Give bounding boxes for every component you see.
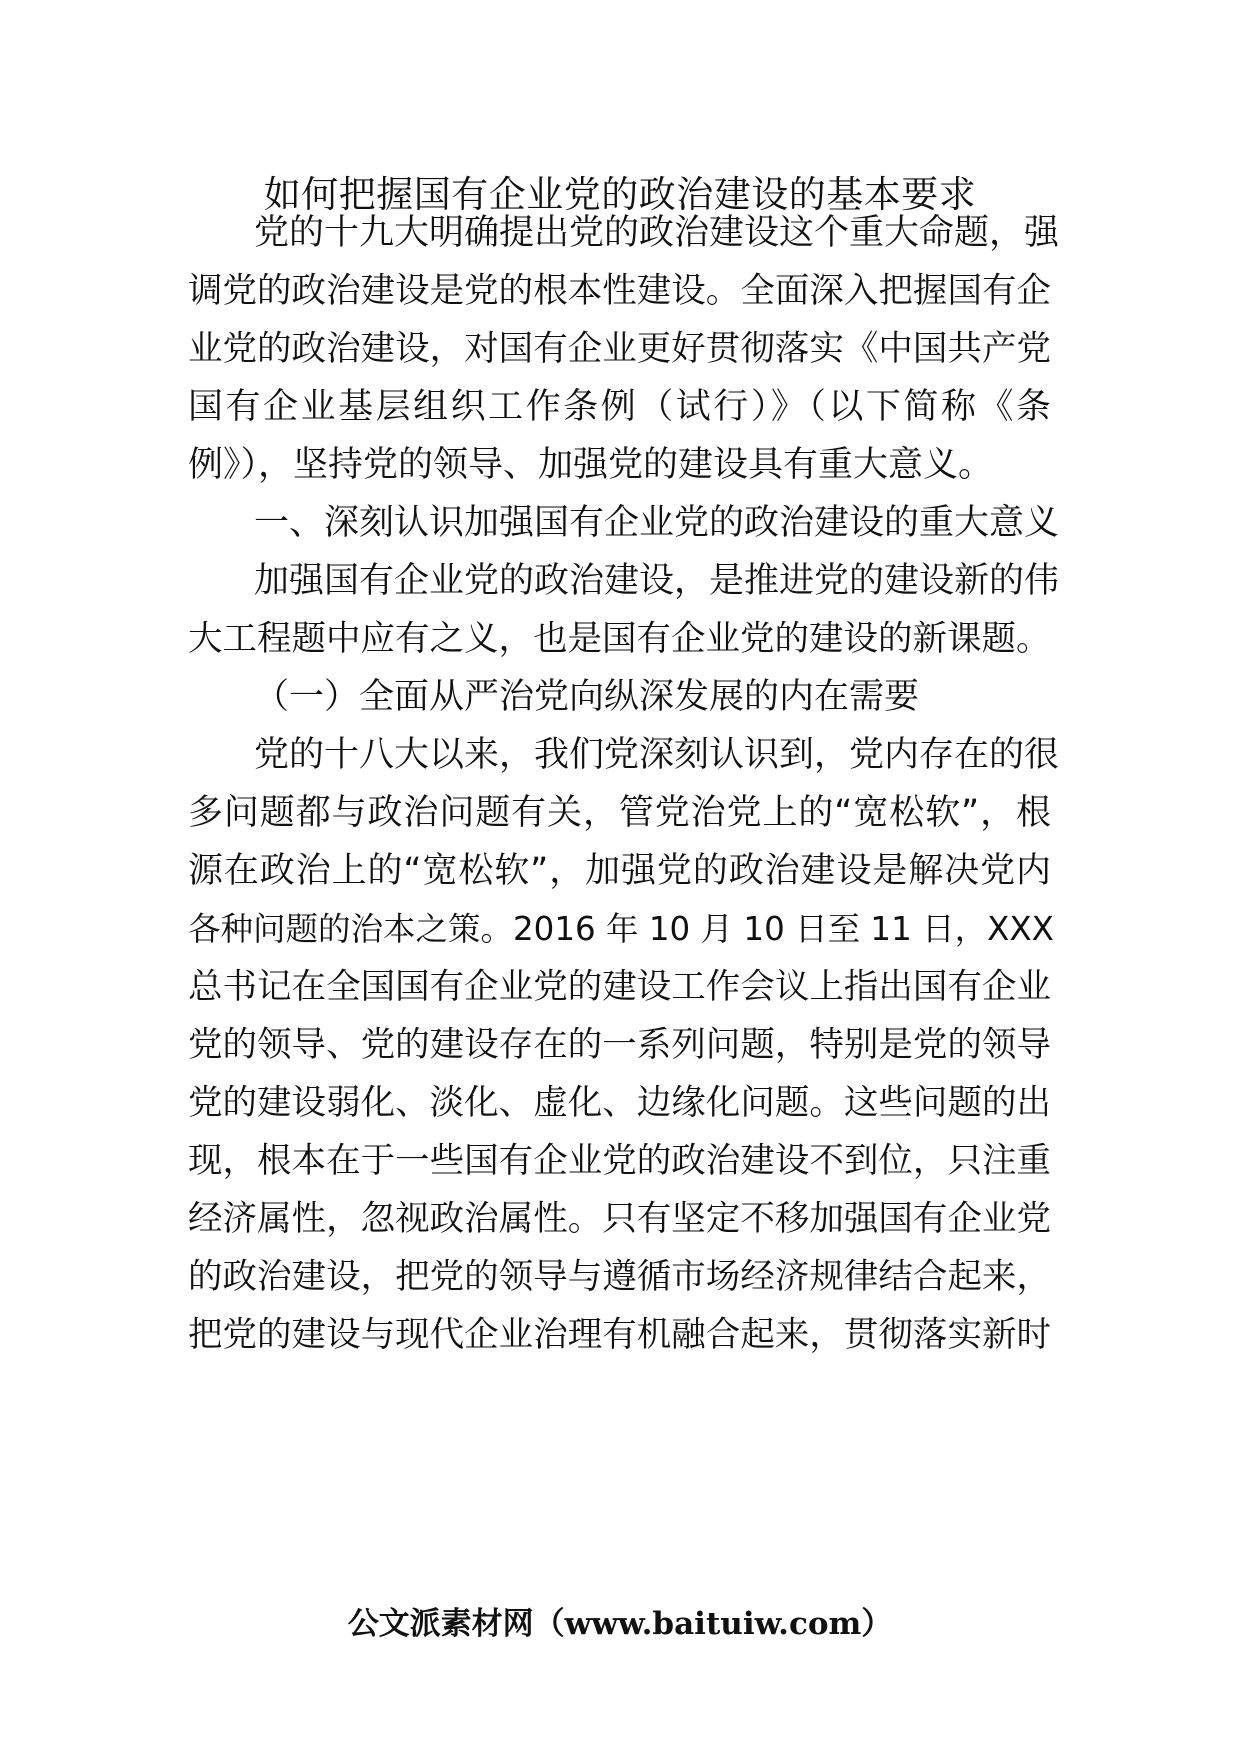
subsection-heading: （一）全面从严治党向纵深发展的内在需要 xyxy=(254,677,920,717)
paragraph-line: 党的建设弱化、淡化、虚化、边缘化问题。这些问题的出 xyxy=(188,1083,1051,1123)
document-title: 如何把握国有企业党的政治建设的基本要求 xyxy=(263,173,977,216)
paragraph-line: 党的十八大以来，我们党深刻认识到，党内存在的很 xyxy=(254,735,1060,775)
paragraph-line: 业党的政治建设，对国有企业更好贯彻落实《中国共产党 xyxy=(188,329,1051,369)
paragraph-line: 党的十九大明确提出党的政治建设这个重大命题，强 xyxy=(254,213,1060,253)
footer-watermark: 公文派素材网（www.baituiw.com） xyxy=(347,1606,893,1642)
paragraph-line: 多问题都与政治问题有关，管党治党上的“宽松软”，根 xyxy=(188,793,1051,833)
paragraph-line: 现，根本在于一些国有企业党的政治建设不到位，只注重 xyxy=(188,1141,1051,1181)
paragraph-line: 源在政治上的“宽松软”，加强党的政治建设是解决党内 xyxy=(188,851,1051,891)
paragraph-line: 调党的政治建设是党的根本性建设。全面深入把握国有企 xyxy=(188,271,1051,311)
paragraph-line: 加强国有企业党的政治建设，是推进党的建设新的伟 xyxy=(254,561,1060,601)
paragraph-line: 的政治建设，把党的领导与遵循市场经济规律结合起来， xyxy=(188,1257,1051,1297)
section-heading: 一、深刻认识加强国有企业党的政治建设的重大意义 xyxy=(254,503,1060,543)
paragraph-line: 党的领导、党的建设存在的一系列问题，特别是党的领导 xyxy=(188,1025,1051,1065)
paragraph-line: 大工程题中应有之义，也是国有企业党的建设的新课题。 xyxy=(188,619,1051,659)
paragraph-line: 经济属性，忽视政治属性。只有坚定不移加强国有企业党 xyxy=(188,1199,1051,1239)
paragraph-line: 例》），坚持党的领导、加强党的建设具有重大意义。 xyxy=(188,445,994,485)
paragraph-line: 各种问题的治本之策。2016 年 10 月 10 日至 11 日，XXX xyxy=(188,910,1054,948)
paragraph-line: 国有企业基层组织工作条例（试行）》（以下简称《条 xyxy=(188,387,1051,427)
paragraph-line: 总书记在全国国有企业党的建设工作会议上指出国有企业 xyxy=(188,967,1051,1007)
paragraph-line: 把党的建设与现代企业治理有机融合起来，贯彻落实新时 xyxy=(188,1315,1051,1355)
